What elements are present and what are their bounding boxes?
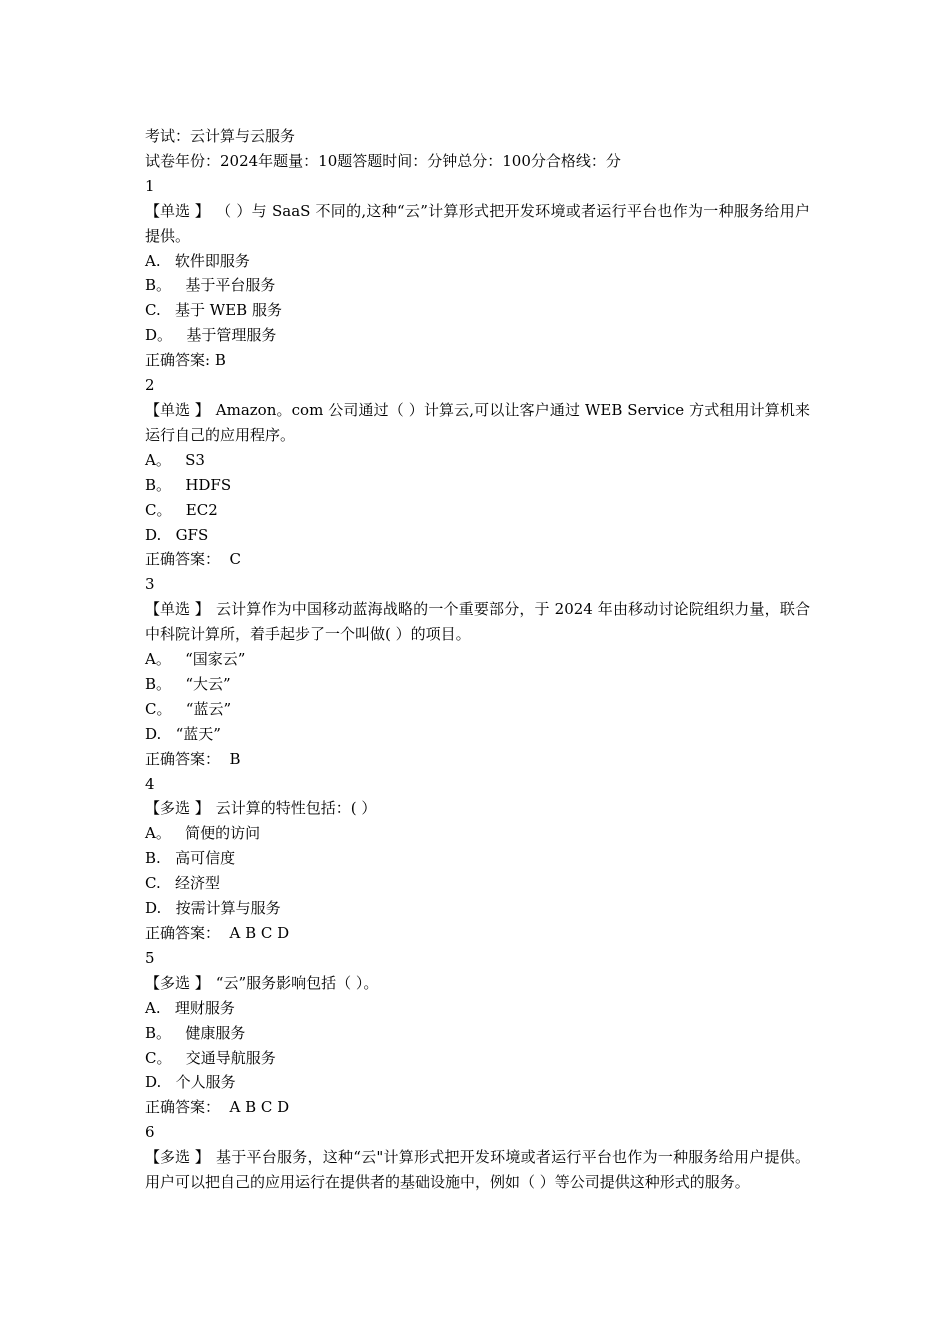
question-number: 4 xyxy=(145,774,155,793)
correct-answer: 正确答案: B xyxy=(145,351,226,370)
answer-option: C。 交通导航服务 xyxy=(145,1048,276,1067)
answer-option: B。 健康服务 xyxy=(145,1023,246,1042)
question-block xyxy=(145,373,810,572)
question-number: 2 xyxy=(145,376,155,395)
answer-option: A。 简便的访问 xyxy=(145,824,261,843)
answer-option: B。 “大云” xyxy=(145,674,231,693)
question-type-tag: 【多选 】 xyxy=(145,1148,210,1167)
question-block xyxy=(145,174,810,373)
question-type-tag: 【多选 】 xyxy=(145,973,210,992)
correct-answer: 正确答案： A B C D xyxy=(145,924,290,942)
question-text: 云计算的特性包括：( ） xyxy=(215,799,377,818)
question-number: 5 xyxy=(145,948,155,967)
question-text: 基于平台服务，这种“云"计算形式把开发环境或者运行平台也作为一种服务给用户提供。用户可以把自己的应用运行在提供者的基础设施中，例如（ ）等公司提供这种形式的服务。 xyxy=(145,1148,810,1192)
answer-option: D. “蓝天” xyxy=(145,724,221,743)
question-stem xyxy=(145,796,810,821)
question-text: Amazon。com 公司通过（ ）计算云,可以让客户通过 WEB Service 方式租用计算机来运行自己的应用程序。 xyxy=(145,400,810,444)
answer-option: B。 基于平台服务 xyxy=(145,276,276,295)
question-list xyxy=(145,174,810,1195)
answer-option: D。 基于管理服务 xyxy=(145,326,277,345)
question-block xyxy=(145,572,810,771)
question-stem xyxy=(145,597,810,647)
answer-option: B。 HDFS xyxy=(145,475,232,494)
question-stem xyxy=(145,971,810,996)
question-text: 云计算作为中国移动蓝海战略的一个重要部分，于 2024 年由移动讨论院组织力量，联合中科院计算所，着手起步了一个叫做( ）的项目。 xyxy=(145,600,810,644)
question-block xyxy=(145,946,810,1120)
answer-option: D. 按需计算与服务 xyxy=(145,899,281,918)
exam-document xyxy=(145,124,810,1195)
answer-option: C。 EC2 xyxy=(145,500,218,519)
question-type-tag: 【单选 】 xyxy=(145,600,210,619)
exam-meta: 试卷年份：2024年题量：10题答题时间：分钟总分：100分合格线：分 xyxy=(145,151,621,170)
answer-option: A。 S3 xyxy=(145,450,205,469)
answer-option: A。 “国家云” xyxy=(145,650,246,669)
answer-option: B. 高可信度 xyxy=(145,849,236,868)
answer-option: D. GFS xyxy=(145,525,209,544)
correct-answer: 正确答案： B xyxy=(145,749,241,768)
answer-option: A. 软件即服务 xyxy=(145,251,250,270)
question-stem xyxy=(145,1145,810,1195)
question-stem xyxy=(145,398,810,448)
answer-option: A. 理财服务 xyxy=(145,998,235,1017)
question-number: 3 xyxy=(145,575,155,594)
answer-option: C。 “蓝云” xyxy=(145,699,232,718)
question-block xyxy=(145,1120,810,1195)
question-text: “云”服务影响包括（ ）。 xyxy=(215,973,379,992)
exam-title: 考试：云计算与云服务 xyxy=(145,127,296,145)
question-number: 6 xyxy=(145,1123,155,1142)
question-type-tag: 【单选 】 xyxy=(145,201,210,220)
correct-answer: 正确答案： A B C D xyxy=(145,1098,290,1117)
answer-option: C. 经济型 xyxy=(145,874,221,893)
answer-option: C. 基于 WEB 服务 xyxy=(145,301,282,320)
question-type-tag: 【单选 】 xyxy=(145,400,210,419)
answer-option: D. 个人服务 xyxy=(145,1073,236,1092)
question-type-tag: 【多选 】 xyxy=(145,799,210,818)
question-text: （ ）与 SaaS 不同的,这种“云”计算形式把开发环境或者运行平台也作为一种服务给用户提供。 xyxy=(145,201,810,245)
correct-answer: 正确答案： C xyxy=(145,550,242,569)
question-block xyxy=(145,772,810,946)
question-number: 1 xyxy=(145,176,155,195)
question-stem xyxy=(145,199,810,249)
